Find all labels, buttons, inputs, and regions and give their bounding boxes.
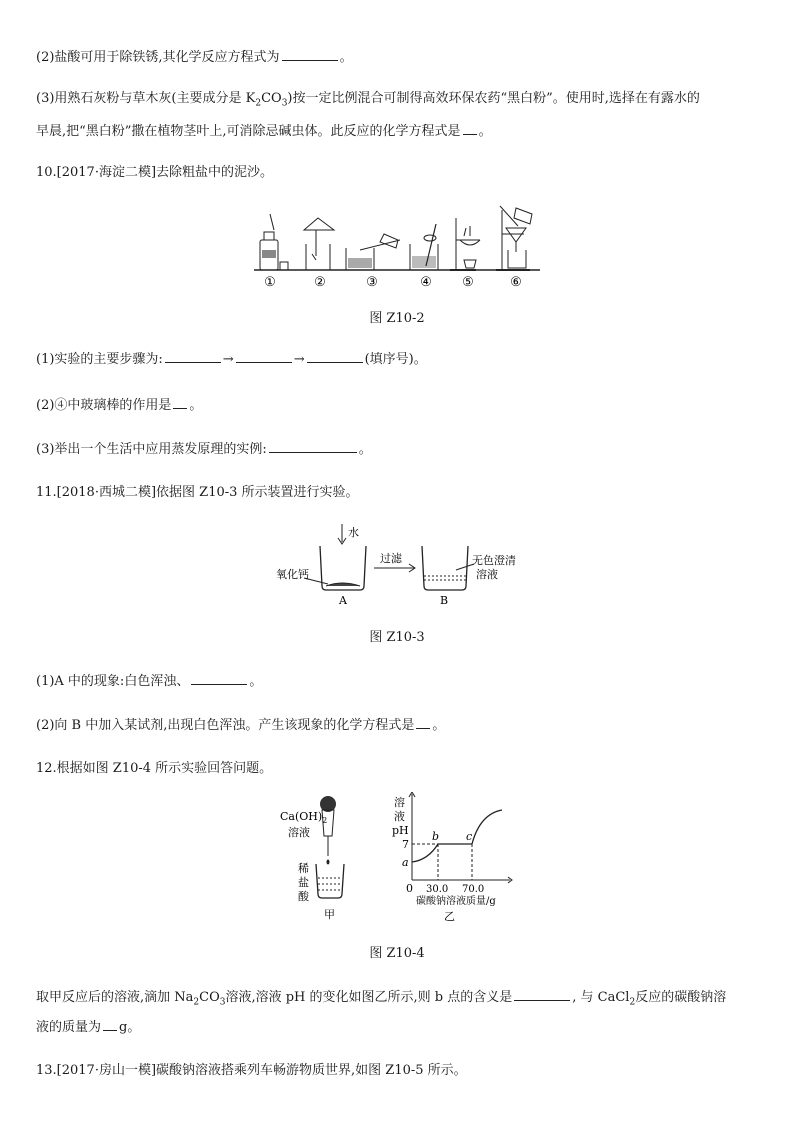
solution-label-1: 无色澄清 <box>472 554 516 567</box>
q12-body-line2: 液的质量为 g。 <box>36 1020 141 1035</box>
q10-part3: (3)举出一个生活中应用蒸发原理的实例: 。 <box>36 442 372 457</box>
solution-label-2: 溶液 <box>476 568 498 581</box>
q11-heading: 11.[2018·西城二模]依据图 Z10-3 所示装置进行实验。 <box>36 485 359 500</box>
step-label-6: ⑥ <box>510 275 522 290</box>
q9-part3-line1: (3)用熟石灰粉与草木灰(主要成分是 $K_2CO_3$)按一定比例混合可制得高效环保农药“黑白粉”。使用时,选择在有露水的 <box>36 91 700 109</box>
dropper-label-1: $Ca(OH)_2$ <box>280 810 328 825</box>
filter-label: 过滤 <box>380 552 402 565</box>
apparatus-3 <box>346 234 400 270</box>
q9-part2: (2)盐酸可用于除铁锈,其化学反应方程式为 。 <box>36 50 353 65</box>
figure-caption-z10-3: 图 Z10-3 <box>369 630 425 645</box>
q10-heading: 10.[2017·海淀二模]去除粗盐中的泥沙。 <box>36 165 274 180</box>
tick-a: a <box>402 856 409 869</box>
answer-blank[interactable] <box>307 350 363 363</box>
apparatus-1 <box>260 214 288 270</box>
q10-part1: (1)实验的主要步骤为: → → (填序号)。 <box>36 352 427 367</box>
figure-caption-z10-4: 图 Z10-4 <box>369 946 425 961</box>
apparatus-2 <box>304 218 334 270</box>
answer-blank[interactable] <box>514 988 570 1001</box>
label-yi: 乙 <box>444 910 455 923</box>
beaker-b-label: B <box>440 594 449 607</box>
graph-ylabel-2: 液 <box>394 810 405 823</box>
figure-caption-z10-2: 图 Z10-2 <box>369 311 425 326</box>
tick-0: 0 <box>406 882 413 895</box>
dropper-label-2: 溶液 <box>288 826 310 839</box>
acid-label-2: 盐 <box>298 876 309 889</box>
graph-xlabel: 碳酸钠溶液质量/g <box>416 896 496 907</box>
answer-blank[interactable] <box>191 672 247 685</box>
label-jia: 甲 <box>324 908 335 921</box>
acid-label-1: 稀 <box>298 862 309 875</box>
q12-body-line1: 取甲反应后的溶液,滴加 $Na_2CO_3$溶液,溶液 pH 的变化如图乙所示,则 b 点的含义是 , 与 CaCl$_2$反应的碳酸钠溶 <box>36 990 727 1008</box>
ph-graph <box>409 792 512 883</box>
graph-ylabel-3: pH <box>392 824 409 837</box>
answer-blank[interactable] <box>463 122 477 135</box>
figure-z10-2 <box>250 200 550 292</box>
step-label-2: ② <box>314 275 326 290</box>
water-label: 水 <box>348 526 359 539</box>
q12-heading: 12.根据如图 Z10-4 所示实验回答问题。 <box>36 761 273 776</box>
acid-label-3: 酸 <box>298 890 309 903</box>
beaker-a-label: A <box>339 594 347 607</box>
q11-part2: (2)向 B 中加入某试剂,出现白色浑浊。产生该现象的化学方程式是 。 <box>36 718 446 733</box>
step-label-3: ③ <box>366 275 378 290</box>
tick-7: 7 <box>402 838 409 851</box>
cao-label: 氧化钙 <box>276 568 309 581</box>
step-label-4: ④ <box>420 275 432 290</box>
apparatus-5 <box>450 218 480 270</box>
answer-blank[interactable] <box>103 1018 117 1031</box>
tick-30: 30.0 <box>426 884 449 895</box>
step-label-1: ① <box>264 275 276 290</box>
apparatus-4 <box>410 224 438 270</box>
answer-blank[interactable] <box>416 716 430 729</box>
figure-z10-3 <box>276 520 516 610</box>
point-b: b <box>432 830 440 843</box>
q11-part1: (1)A 中的现象:白色浑浊、 。 <box>36 674 263 689</box>
graph-ylabel-1: 溶 <box>394 796 405 809</box>
figure-z10-4 <box>280 792 520 928</box>
step-label-5: ⑤ <box>462 275 474 290</box>
answer-blank[interactable] <box>236 350 292 363</box>
answer-blank[interactable] <box>269 440 357 453</box>
point-c: c <box>466 830 473 843</box>
answer-blank[interactable] <box>173 396 187 409</box>
answer-blank[interactable] <box>282 48 338 61</box>
answer-blank[interactable] <box>165 350 221 363</box>
q9-part3-line2: 早晨,把“黑白粉”撒在植物茎叶上,可消除忌碱虫体。此反应的化学方程式是 。 <box>36 124 492 139</box>
apparatus-6 <box>496 206 532 270</box>
q10-part2: (2)④中玻璃棒的作用是 。 <box>36 398 203 413</box>
tick-70: 70.0 <box>462 884 485 895</box>
q13-heading: 13.[2017·房山一模]碳酸钠溶液搭乘列车畅游物质世界,如图 Z10-5 所示。 <box>36 1063 467 1078</box>
